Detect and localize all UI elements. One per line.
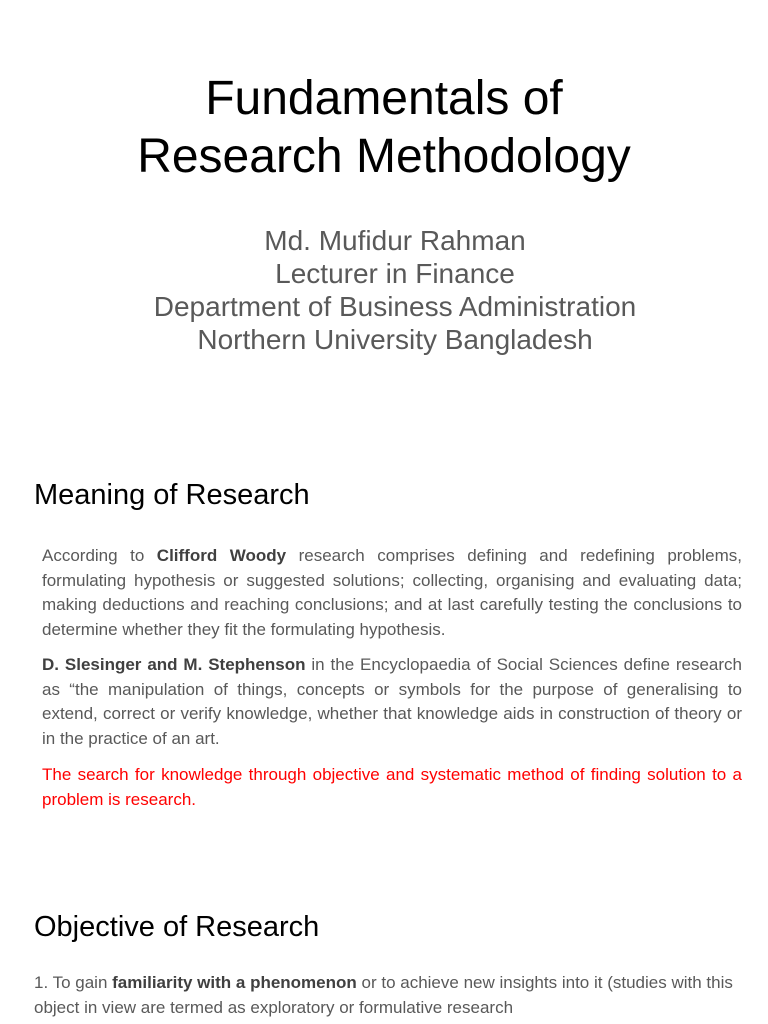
woody-name: Clifford Woody	[156, 546, 287, 565]
author-role: Lecturer in Finance	[275, 258, 515, 289]
objective-item-1	[34, 971, 754, 1020]
meaning-slide	[0, 432, 768, 864]
objective-heading: Objective of Research	[34, 911, 320, 943]
objective-item-1-bold: familiarity with a phenomenon	[112, 973, 357, 992]
author-department: Department of Business Administration	[153, 291, 637, 322]
meaning-heading: Meaning of Research	[34, 479, 310, 511]
page-title	[0, 70, 768, 186]
research-summary: The search for knowledge through objective and systematic method of finding solution to a problem is research.	[42, 765, 742, 809]
slesinger-names: D. Slesinger and M. Stephenson	[42, 655, 306, 674]
title-line-2: Research Methodology	[137, 130, 631, 183]
title-line-1: Fundamentals of	[205, 72, 563, 125]
author-block	[0, 224, 768, 356]
slesinger-text: in the Encyclopaedia of Social Sciences define research as “the manipulation of things, concepts or symbols for the purpose of generalising to extend, correct or verify knowledge, whether that knowledge aids in construction of theory or in the practice of an art.	[42, 655, 742, 748]
slesinger-definition	[42, 653, 742, 751]
title-slide	[0, 0, 768, 432]
woody-definition	[42, 544, 742, 642]
woody-intro: According to	[42, 546, 157, 565]
author-university: Northern University Bangladesh	[197, 324, 593, 355]
objective-slide	[0, 864, 768, 1024]
objective-item-1-intro: 1. To gain	[34, 973, 113, 992]
objective-item-1-text: or to achieve new insights into it (studies with this object in view are termed as exploratory or formulative research	[34, 973, 733, 1017]
woody-text: research comprises defining and redefining problems, formulating hypothesis or suggested solutions; collecting, organising and evaluating data; making deductions and reaching conclusions; and at last carefully testing the conclusions to determine whether they fit the formulating hypothesis.	[42, 546, 742, 639]
author-name: Md. Mufidur Rahman	[264, 225, 526, 256]
